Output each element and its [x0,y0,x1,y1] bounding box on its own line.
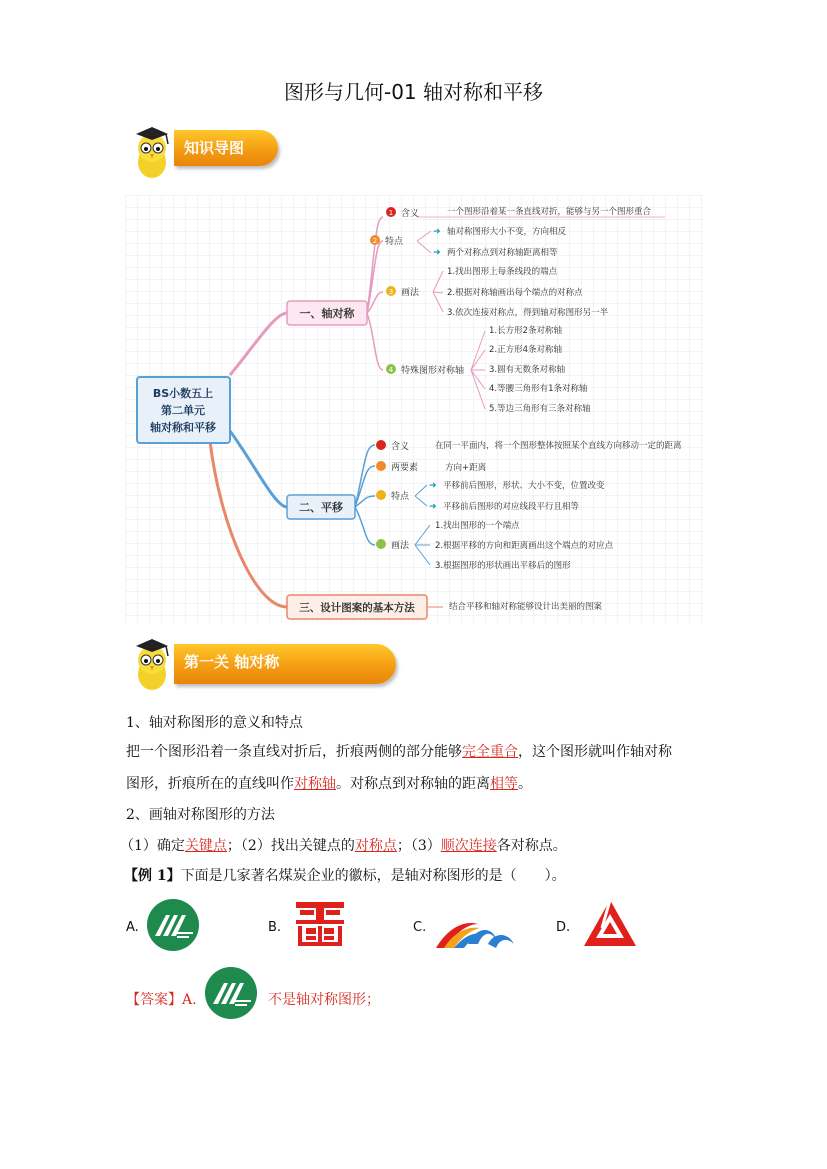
b2-feature-2: 平移前后图形的对应线段平行且相等 [443,502,580,512]
center-line-3: 轴对称和平移 [150,421,216,434]
answer-logo-icon [204,966,258,1020]
svg-text:➜: ➜ [429,481,437,491]
term-axis: 对称轴 [294,776,336,792]
b2-draw-3: 3.根据图形的形状画出平移后的图形 [435,561,571,571]
example-1: 【例 1】下面是几家著名煤炭企业的徽标，是轴对称图形的是（ ）。 [124,868,566,884]
answer-text: 不是轴对称图形； [268,992,380,1008]
svg-text:➜: ➜ [433,227,441,237]
b2-elements-text: 方向+距离 [445,463,487,473]
b2-draw-2: 2.根据平移的方向和距离画出这个端点的对应点 [435,541,614,551]
center-line-1: BS小数五上 [152,387,214,400]
b1-feature-1: 轴对称图形大小不变，方向相反 [447,227,567,237]
b1-meaning-text: 一个图形沿着某一条直线对折，能够与另一个图形重合 [447,207,652,217]
knowledge-map-banner [130,124,280,174]
branch2-label: 二、平移 [299,501,343,514]
b2-draw-1: 1.找出图形的一个端点 [435,521,520,531]
b2-feature-label: 特点 [391,492,410,502]
option-b-logo-icon [294,900,346,948]
badge-1: 1 [388,209,394,217]
b1-meaning-label: 含义 [401,209,420,219]
steps-line: （1）确定关键点；（2）找出关键点的对称点；（3）顺次连接各对称点。 [120,838,567,854]
paragraph-2: 图形，折痕所在的直线叫作对称轴。对称点到对称轴的距离相等。 [126,776,532,792]
option-d-logo-icon [582,898,638,948]
b2-meaning-text: 在同一平面内，将一个图形整体按照某个直线方向移动一定的距离 [435,441,682,451]
branch3-label: 三、设计图案的基本方法 [299,602,415,614]
b1-special-2: 2.正方形4条对称轴 [489,345,563,355]
b1-draw-label: 画法 [401,288,420,298]
b2-elements-label: 两要素 [391,463,419,473]
b2-feature-1: 平移前后图形，形状、大小不变，位置改变 [443,481,605,491]
term-connect-in-order: 顺次连接 [440,838,497,854]
b1-special-5: 5.等边三角形有三条对称轴 [489,404,591,414]
term-complete-overlap: 完全重合 [462,744,518,760]
heading-2: 2、画轴对称图形的方法 [126,807,275,823]
owl-mascot-icon [130,636,174,692]
b1-special-label: 特殊图形对称轴 [401,366,465,376]
b1-special-4: 4.等腰三角形有1条对称轴 [489,384,588,394]
level1-title: 第一关 轴对称 [184,653,280,671]
mind-map [125,195,703,623]
svg-text:➜: ➜ [433,248,441,258]
branch1-label: 一、轴对称 [299,307,355,320]
heading-1: 1、轴对称图形的意义和特点 [126,715,303,731]
page-title: 图形与几何-01 轴对称和平移 [283,80,544,104]
option-a-label: A. [126,920,139,935]
option-b-label: B. [268,920,282,935]
badge-2: 2 [372,237,378,245]
b1-feature-label: 特点 [385,237,404,247]
term-key-points: 关键点 [184,838,227,854]
term-symmetric-points: 对称点 [354,838,397,854]
b1-special-3: 3.圆有无数条对称轴 [489,365,566,375]
svg-text:➜: ➜ [429,502,437,512]
option-c-logo-icon [434,914,516,950]
level1-banner [130,636,400,686]
b2-draw-label: 画法 [391,541,410,551]
knowledge-map-title: 知识导图 [184,139,245,157]
b3-text: 结合平移和轴对称能够设计出美丽的图案 [449,602,603,612]
owl-mascot-icon [130,124,174,180]
b1-draw-2: 2.根据对称轴画出每个端点的对称点 [447,288,583,298]
answer-label: 【答案】A. [126,992,197,1008]
b1-draw-1: 1.找出图形上每条线段的端点 [447,267,558,277]
option-d-label: D. [556,920,571,935]
term-equal: 相等 [490,776,518,792]
paragraph-1: 把一个图形沿着一条直线对折后，折痕两侧的部分能够完全重合，这个图形就叫作轴对称 [126,744,672,760]
b1-feature-2: 两个对称点到对称轴距离相等 [447,248,558,258]
option-c-label: C. [413,920,427,935]
b2-meaning-label: 含义 [391,442,410,452]
badge-3: 3 [388,288,394,296]
option-a-logo-icon [146,898,200,952]
b1-draw-3: 3.依次连接对称点，得到轴对称图形另一半 [447,308,609,318]
badge-4: 4 [388,366,394,374]
center-line-2: 第二单元 [161,404,205,417]
b1-special-1: 1.长方形2条对称轴 [489,326,563,336]
